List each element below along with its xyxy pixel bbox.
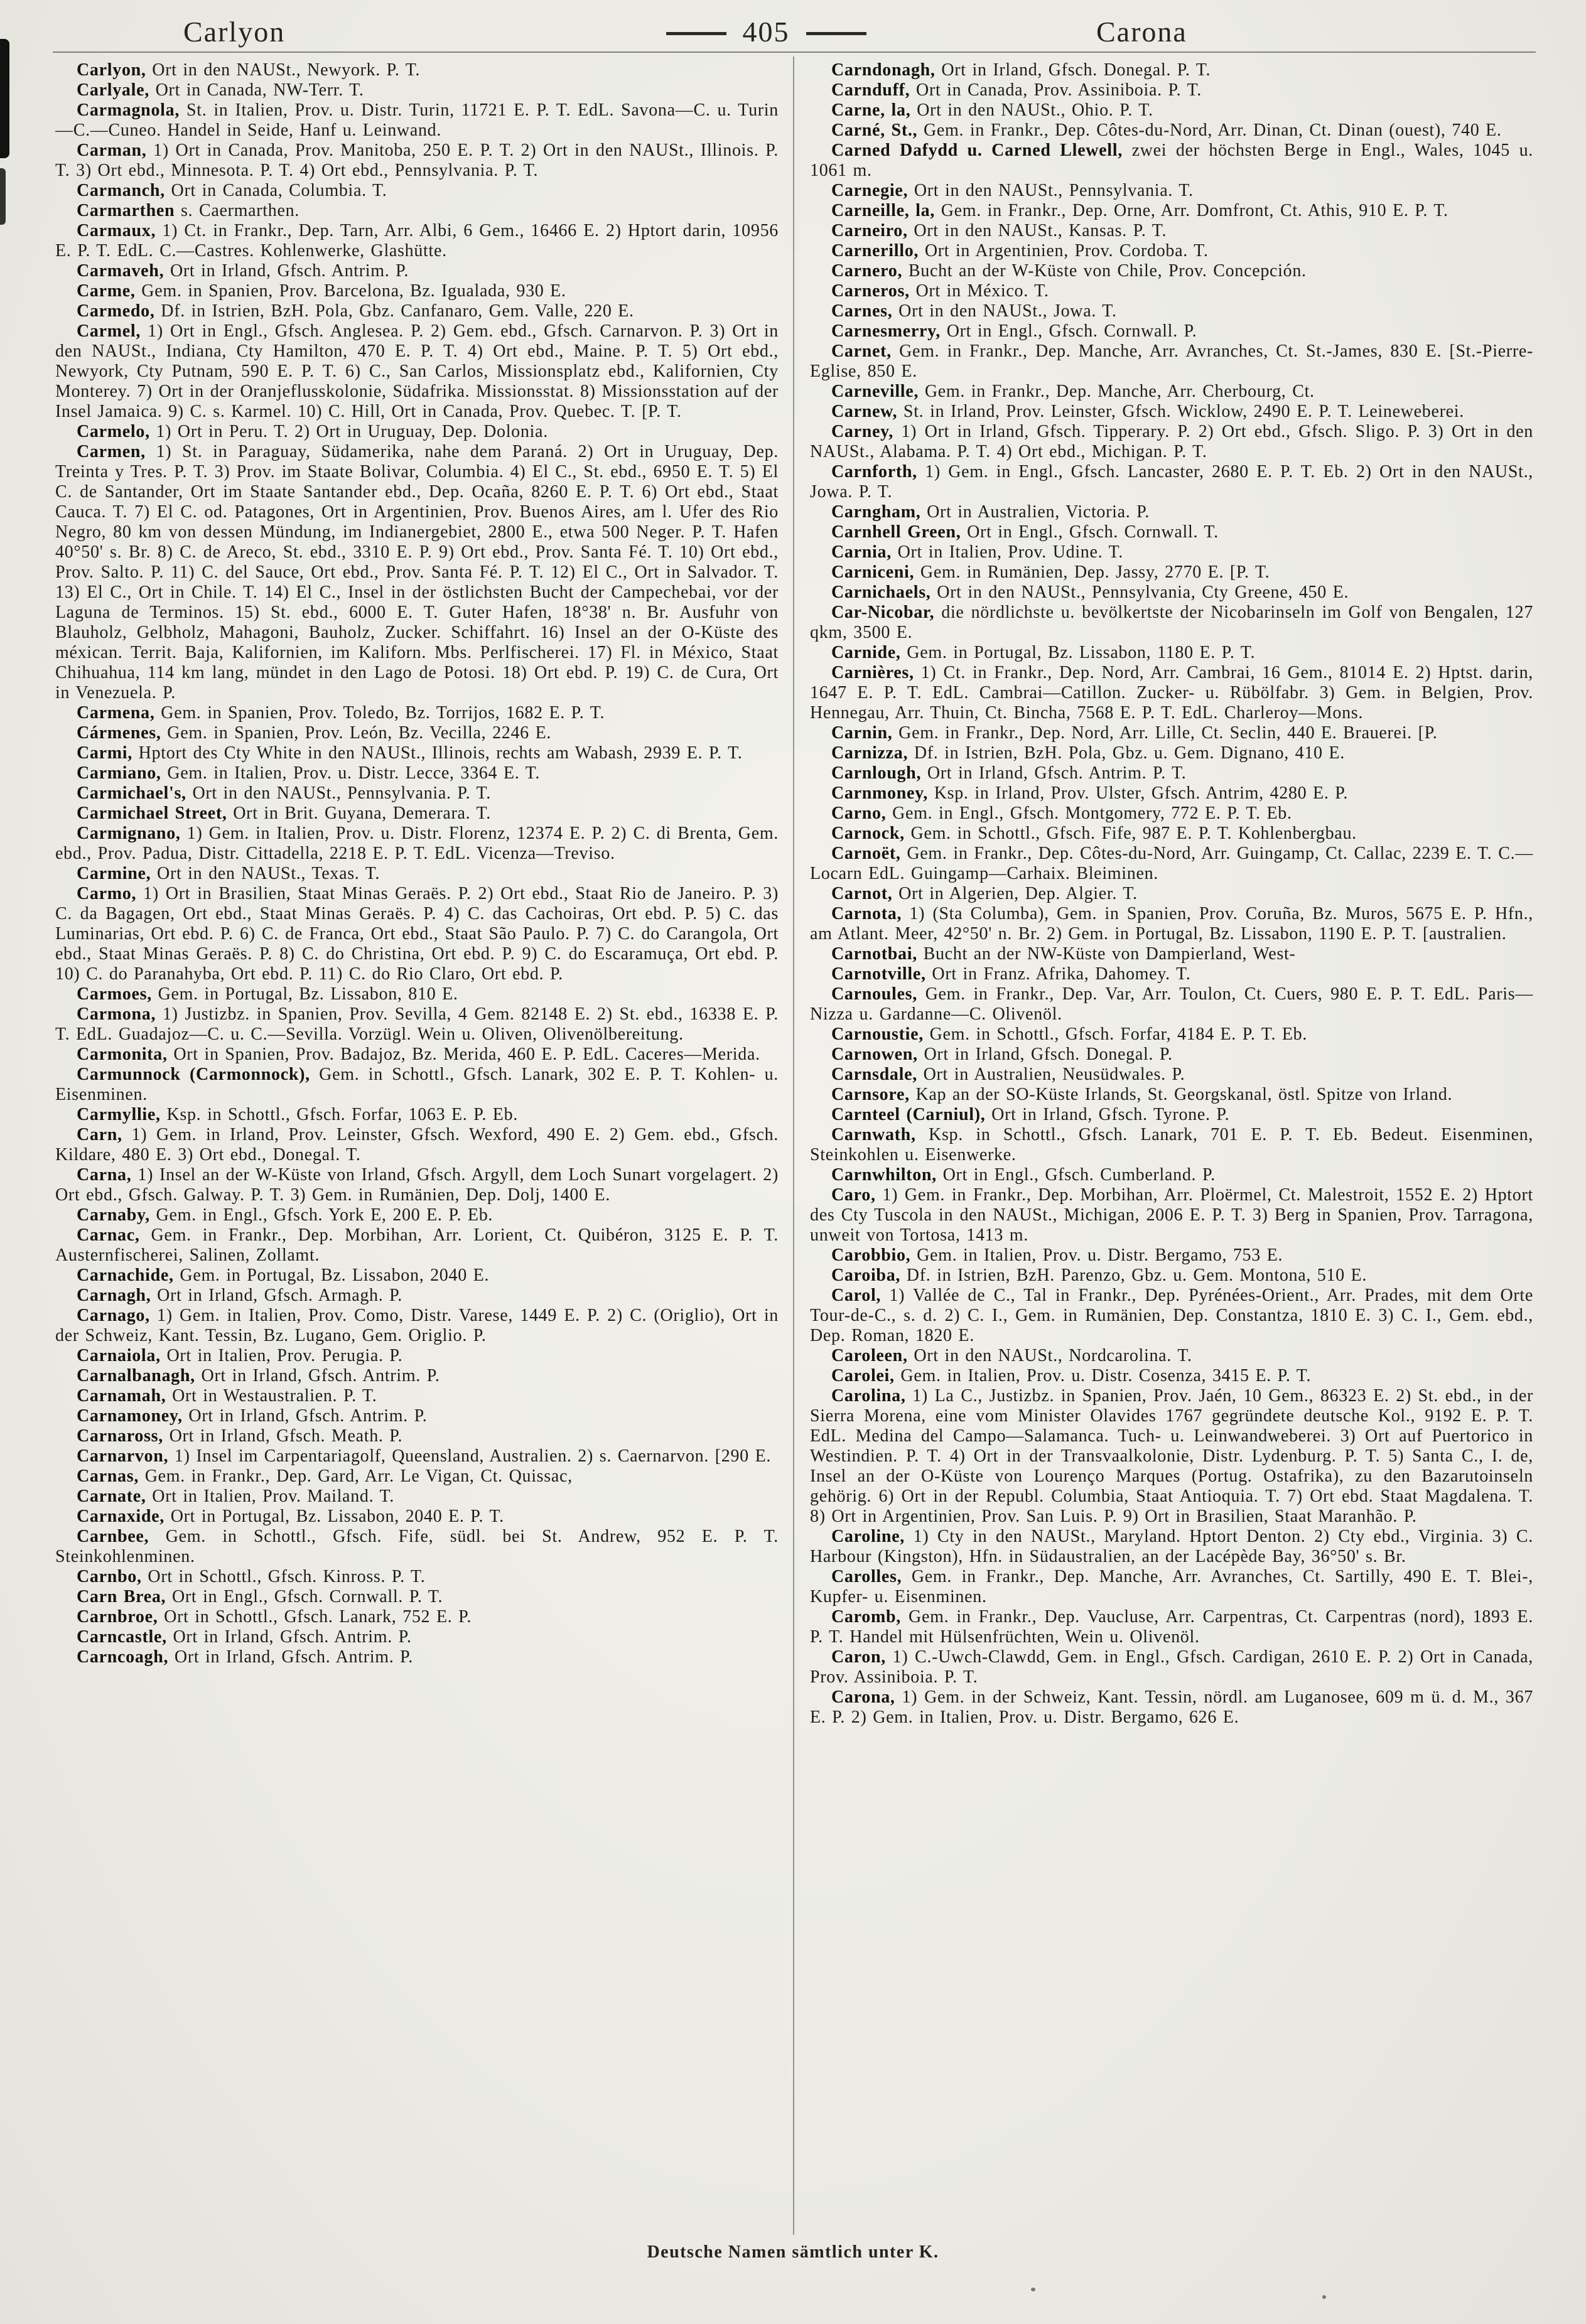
dictionary-entry: Carmanch, Ort in Canada, Columbia. T.: [77, 181, 387, 200]
dictionary-entry: Carnmoney, Ksp. in Irland, Prov. Ulster, Gfsch. Antrim, 4280 E. P.: [831, 783, 1349, 803]
entry-headword: Carnegie,: [831, 181, 909, 200]
entry-headword: Carnbo,: [77, 1567, 142, 1586]
dictionary-entry: Carnwhilton, Ort in Engl., Gfsch. Cumberland. P.: [831, 1165, 1216, 1185]
entry-headword: Carmelo,: [77, 422, 150, 441]
dictionary-entry: Carnotbai, Bucht an der NW-Küste von Dampierland, West-: [831, 944, 1296, 964]
entry-headword: Carneiro,: [831, 221, 908, 240]
dictionary-entry: Carmedo, Df. in Istrien, BzH. Pola, Gbz. Canfanaro, Gem. Valle, 220 E.: [77, 301, 634, 321]
entry-headword: Carnaiola,: [77, 1346, 161, 1365]
entry-headword: Cármenes,: [77, 723, 161, 743]
dictionary-entry: Carncoagh, Ort in Irland, Gfsch. Antrim. P.: [77, 1647, 413, 1667]
entry-headword: Carmonita,: [77, 1045, 168, 1064]
dictionary-entry: Carnock, Gem. in Schottl., Gfsch. Fife, 987 E. P. T. Kohlenbergbau.: [831, 824, 1357, 843]
entry-headword: Carn,: [77, 1125, 122, 1144]
entry-headword: Carnhell Green,: [831, 522, 961, 542]
entry-headword: Carné, St.,: [831, 121, 918, 140]
dictionary-entry: Carmunnock (Carmonnock), Gem. in Schottl., Gfsch. Lanark, 302 E. P. T. Kohlen- u. Eisenminen.: [55, 1065, 779, 1104]
dictionary-entry: Carmaveh, Ort in Irland, Gfsch. Antrim. P.: [77, 261, 409, 281]
entry-headword: Carnizza,: [831, 743, 909, 763]
dictionary-entry: Carnsdale, Ort in Australien, Neusüdwales. P.: [831, 1065, 1185, 1084]
entry-headword: Caromb,: [831, 1607, 901, 1627]
dictionary-entry: Carnduff, Ort in Canada, Prov. Assiniboia. P. T.: [831, 80, 1202, 100]
entry-headword: Carmanch,: [77, 181, 165, 200]
dictionary-entry: Carnoët, Gem. in Frankr., Dep. Côtes-du-Nord, Arr. Guingamp, Ct. Callac, 2239 E. T. C.—Locarn EdL. Guingamp—Carhaix. Bleiminen.: [810, 844, 1533, 883]
dictionary-entry: Carnotville, Ort in Franz. Afrika, Dahomey. T.: [831, 964, 1191, 984]
dictionary-entry: Carmoes, Gem. in Portugal, Bz. Lissabon, 810 E.: [77, 984, 458, 1004]
binding-shadow-artifact: [0, 168, 6, 225]
dictionary-entry: Carné, St., Gem. in Frankr., Dep. Côtes-du-Nord, Arr. Dinan, Ct. Dinan (ouest), 740 E.: [831, 121, 1502, 140]
dictionary-entry: Car-Nicobar, die nördlichste u. bevölkertste der Nicobarinseln im Golf von Bengalen, 127 qkm, 3500 E.: [810, 603, 1533, 642]
dictionary-entry: Carneille, la, Gem. in Frankr., Dep. Orne, Arr. Domfront, Ct. Athis, 910 E. P. T.: [831, 201, 1448, 220]
dash-rule-left: [666, 32, 726, 35]
entry-headword: Carobbio,: [831, 1245, 911, 1265]
entry-headword: Carmen,: [77, 442, 146, 461]
dictionary-entry: Carnerillo, Ort in Argentinien, Prov. Cordoba. T.: [831, 241, 1209, 261]
entry-headword: Carolei,: [831, 1366, 895, 1385]
entry-headword: Carnerillo,: [831, 241, 919, 261]
dictionary-entry: Carnac, Gem. in Frankr., Dep. Morbihan, Arr. Lorient, Ct. Quibéron, 3125 E. P. T. Austernfischerei, Salinen, Zollamt.: [55, 1225, 779, 1265]
dictionary-entry: Carmona, 1) Justizbz. in Spanien, Prov. Sevilla, 4 Gem. 82148 E. 2) St. ebd., 16338 E. P. T. EdL. Guadajoz—C. u. C.—Sevilla. Vorzügl. Wein u. Oliven, Olivenölbereitung.: [55, 1004, 779, 1044]
dictionary-entry: Carmichael's, Ort in den NAUSt., Pennsylvania. P. T.: [77, 783, 491, 803]
dictionary-entry: Caro, 1) Gem. in Frankr., Dep. Morbihan, Arr. Ploërmel, Ct. Malestroit, 1552 E. 2) Hptort des Cty Tuscola in den NAUSt., Michigan, 2006 E. P. T. 3) Berg in Spanien, Prov. Tarragona, unweit von Tortosa, 1413 m.: [810, 1185, 1533, 1245]
entry-headword: Carnotbai,: [831, 944, 917, 964]
entry-headword: Carmena,: [77, 703, 155, 723]
dictionary-entry: Carnachide, Gem. in Portugal, Bz. Lissabon, 2040 E.: [77, 1266, 490, 1285]
dictionary-entry: Carmel, 1) Ort in Engl., Gfsch. Anglesea. P. 2) Gem. ebd., Gfsch. Carnarvon. P. 3) Ort in den NAUSt., Indiana, Cty Hamilton, 470 E. P. T. 4) Ort ebd., Maine. P. T. 5) Ort ebd., Newyork, Cty Putnam, 590 E. P. T. 6) C., San Carlos, Missionsplatz ebd., Kalifornien, Cty Monterey. 7) Ort in der Oranjeflusskolonie, Südafrika. Missionsstat. 8) Missionsstation auf der Insel Jamaica. 9) C. s. Karmel. 10) C. Hill, Ort in Canada, Prov. Quebec. T. [P. T.: [55, 321, 779, 421]
dictionary-entry: Carnizza, Df. in Istrien, BzH. Pola, Gbz. u. Gem. Dignano, 410 E.: [831, 743, 1345, 763]
scan-speck: [1322, 2295, 1326, 2299]
dictionary-entry: Carnhell Green, Ort in Engl., Gfsch. Cornwall. T.: [831, 522, 1219, 542]
entry-headword: Carnwhilton,: [831, 1165, 937, 1185]
entry-headword: Carnotville,: [831, 964, 926, 984]
dictionary-entry: Carna, 1) Insel an der W-Küste von Irland, Gfsch. Argyll, dem Loch Sunart vorgelagert. 2) Ort ebd., Gfsch. Galway. P. T. 3) Gem. in Rumänien, Dep. Dolj, 1400 E.: [55, 1165, 779, 1205]
dictionary-entry: Carnin, Gem. in Frankr., Dep. Nord, Arr. Lille, Ct. Seclin, 440 E. Brauerei. [P.: [831, 723, 1438, 743]
entry-headword: Carnamah,: [77, 1386, 166, 1406]
column-left: [55, 60, 779, 2232]
dictionary-entry: Carmine, Ort in den NAUSt., Texas. T.: [77, 864, 380, 883]
dictionary-entry: Carnowen, Ort in Irland, Gfsch. Donegal. P.: [831, 1045, 1173, 1064]
dictionary-entry: Carnet, Gem. in Frankr., Dep. Manche, Arr. Avranches, Ct. St.-James, 830 E. [St.-Pierre-Eglise, 850 E.: [810, 342, 1533, 381]
entry-headword: Carol,: [831, 1286, 882, 1305]
entry-headword: Carolina,: [831, 1386, 906, 1406]
entry-headword: Carmaux,: [77, 221, 156, 240]
entry-headword: Carnide,: [831, 643, 901, 662]
entry-headword: Carnamoney,: [77, 1406, 183, 1426]
entry-headword: Carmine,: [77, 864, 151, 883]
dictionary-entry: Carnwath, Ksp. in Schottl., Gfsch. Lanark, 701 E. P. T. Eb. Bedeut. Eisenminen, Steinkohlen u. Eisenwerke.: [810, 1125, 1533, 1165]
running-head: [0, 15, 1586, 50]
entry-headword: Carnock,: [831, 824, 905, 843]
dictionary-entry: Carmignano, 1) Gem. in Italien, Prov. u. Distr. Florenz, 12374 E. P. 2) C. di Brenta, Gem. ebd., Prov. Padua, Distr. Cittadella, 2218 E. P. T. EdL. Vicenza—Treviso.: [55, 824, 779, 863]
entry-headword: Carncoagh,: [77, 1647, 169, 1667]
entry-headword: Carnmoney,: [831, 783, 928, 803]
dictionary-entry: Carneros, Ort in México. T.: [831, 281, 1049, 301]
entry-headword: Carnes,: [831, 301, 893, 321]
dictionary-entry: Carn, 1) Gem. in Irland, Prov. Leinster, Gfsch. Wexford, 490 E. 2) Gem. ebd., Gfsch. Kildare, 480 E. 3) Ort ebd., Donegal. T.: [55, 1125, 779, 1165]
entry-headword: Carnduff,: [831, 80, 910, 100]
entry-headword: Carneville,: [831, 382, 919, 401]
dictionary-entry: Carmelo, 1) Ort in Peru. T. 2) Ort in Uruguay, Dep. Dolonia.: [77, 422, 548, 441]
dictionary-entry: Carnlough, Ort in Irland, Gfsch. Antrim. P. T.: [831, 763, 1187, 783]
entry-headword: Carmyllie,: [77, 1105, 161, 1124]
dictionary-entry: Carman, 1) Ort in Canada, Prov. Manitoba, 250 E. P. T. 2) Ort in den NAUSt., Illinois. P. T. 3) Ort ebd., Minnesota. P. T. 4) Ort ebd., Pennsylvania. P. T.: [55, 141, 779, 180]
dictionary-entry: Carnes, Ort in den NAUSt., Jowa. T.: [831, 301, 1117, 321]
entry-headword: Carnalbanagh,: [77, 1366, 195, 1385]
footer-note: Deutsche Namen sämtlich unter K.: [647, 2242, 939, 2262]
entry-headword: Carnas,: [77, 1466, 139, 1486]
dictionary-entry: Carnsore, Kap an der SO-Küste Irlands, St. Georgskanal, östl. Spitze von Irland.: [831, 1085, 1453, 1104]
entry-headword: Carme,: [77, 281, 136, 301]
entry-headword: Carnowen,: [831, 1045, 918, 1064]
entry-headword: Carnaross,: [77, 1426, 163, 1446]
dictionary-entry: Carmaux, 1) Ct. in Frankr., Dep. Tarn, Arr. Albi, 6 Gem., 16466 E. 2) Hptort darin, 10956 E. P. T. EdL. C.—Castres. Kohlenwerke, Glashütte.: [55, 221, 779, 261]
column-divider: [793, 56, 794, 2235]
entry-headword: Carnarvon,: [77, 1446, 169, 1466]
dictionary-entry: Carnia, Ort in Italien, Prov. Udine. T.: [831, 542, 1123, 562]
dictionary-entry: Carnero, Bucht an der W-Küste von Chile, Prov. Concepción.: [831, 261, 1307, 281]
dictionary-entry: Carona, 1) Gem. in der Schweiz, Kant. Tessin, nördl. am Luganosee, 609 m ü. d. M., 367 E. P. 2) Gem. in Italien, Prov. u. Distr. Bergamo, 626 E.: [810, 1687, 1533, 1727]
dictionary-entry: Carndonagh, Ort in Irland, Gfsch. Donegal. P. T.: [831, 60, 1211, 80]
entry-headword: Carnières,: [831, 663, 914, 682]
running-head-center: [647, 15, 885, 48]
entry-headword: Carmo,: [77, 884, 137, 903]
dictionary-entry: Carlyale, Ort in Canada, NW-Terr. T.: [77, 80, 364, 100]
dictionary-entry: Carnaxide, Ort in Portugal, Bz. Lissabon, 2040 E. P. T.: [77, 1507, 504, 1526]
dictionary-entry: Caroiba, Df. in Istrien, BzH. Parenzo, Gbz. u. Gem. Montona, 510 E.: [831, 1266, 1368, 1285]
dictionary-entry: Carolei, Gem. in Italien, Prov. u. Distr. Cosenza, 3415 E. P. T.: [831, 1366, 1312, 1385]
dictionary-entry: Carmiano, Gem. in Italien, Prov. u. Distr. Lecce, 3364 E. T.: [77, 763, 541, 783]
entry-headword: Carnoustie,: [831, 1025, 924, 1044]
entry-headword: Carne, la,: [831, 100, 911, 120]
dictionary-entry: Carnbroe, Ort in Schottl., Gfsch. Lanark, 752 E. P.: [77, 1607, 472, 1627]
entry-headword: Carndonagh,: [831, 60, 936, 80]
entry-headword: Carnichaels,: [831, 583, 931, 602]
entry-headword: Carmichael's,: [77, 783, 186, 803]
entry-headword: Carnaxide,: [77, 1507, 165, 1526]
dictionary-entry: Carnalbanagh, Ort in Irland, Gfsch. Antrim. P.: [77, 1366, 440, 1385]
entry-headword: Carmignano,: [77, 824, 181, 843]
dictionary-entry: Carneiro, Ort in den NAUSt., Kansas. P. T.: [831, 221, 1167, 240]
entry-headword: Carnbee,: [77, 1527, 149, 1546]
dictionary-entry: Carnaby, Gem. in Engl., Gfsch. York E, 200 E. P. Eb.: [77, 1205, 494, 1225]
binding-shadow-artifact: [0, 39, 9, 158]
entry-headword: Carno,: [831, 804, 887, 823]
entry-headword: Carmedo,: [77, 301, 155, 321]
dictionary-entry: Carne, la, Ort in den NAUSt., Ohio. P. T.: [831, 100, 1153, 120]
dictionary-entry: Carnide, Gem. in Portugal, Bz. Lissabon, 1180 E. P. T.: [831, 643, 1256, 662]
entry-headword: Caroline,: [831, 1527, 905, 1546]
entry-headword: Carncastle,: [77, 1627, 167, 1647]
entry-headword: Carnin,: [831, 723, 893, 743]
dictionary-entry: Carnota, 1) (Sta Columba), Gem. in Spanien, Prov. Coruña, Bz. Muros, 5675 E. P. Hfn., am Atlant. Meer, 42°50' n. Br. 2) Gem. in Portugal, Bz. Lissabon, 1190 E. P. T. [australien.: [810, 904, 1533, 944]
column-right: [810, 60, 1533, 2232]
entry-headword: Carmarthen: [77, 201, 175, 220]
entry-headword: Carna,: [77, 1165, 132, 1185]
entry-headword: Carona,: [831, 1687, 895, 1707]
entry-headword: Carney,: [831, 422, 894, 441]
dictionary-entry: Carnagh, Ort in Irland, Gfsch. Armagh. P.: [77, 1286, 403, 1305]
entry-headword: Carneros,: [831, 281, 910, 301]
dictionary-entry: Carlyon, Ort in den NAUSt., Newyork. P. T.: [77, 60, 421, 80]
dictionary-entry: Carmo, 1) Ort in Brasilien, Staat Minas Geraës. P. 2) Ort ebd., Staat Rio de Janeiro. P. 3) C. da Bagagen, Ort ebd., Staat Minas Geraës. P. 4) C. das Cachoiras, Ort ebd. P. 5) C. das Luminarias, Ort ebd. P. 6) C. de Franca, Ort ebd., Staat São Paulo. P. 7) C. do Carangola, Ort ebd., Staat Minas Geraës. P. 8) C. do Christina, Ort ebd. P. 9) C. do Escaramuça, Ort ebd. P. 10) C. do Paranahyba, Ort ebd. P. 11) C. do Rio Claro, Ort ebd. P.: [55, 884, 779, 984]
running-head-left-headword: Carlyon: [183, 16, 286, 48]
entry-headword: Carnlough,: [831, 763, 922, 783]
entry-headword: Carnoules,: [831, 984, 917, 1004]
dictionary-entry: Carn Brea, Ort in Engl., Gfsch. Cornwall. P. T.: [77, 1587, 443, 1606]
entry-headword: Carlyon,: [77, 60, 146, 80]
header-rule: [53, 51, 1536, 53]
dictionary-entry: Carnamoney, Ort in Irland, Gfsch. Antrim. P.: [77, 1406, 428, 1426]
entry-headword: Caroleen,: [831, 1346, 908, 1365]
entry-headword: Carmunnock (Carmonnock),: [77, 1065, 310, 1084]
entry-headword: Carmel,: [77, 321, 141, 341]
entry-headword: Carmi,: [77, 743, 132, 763]
dictionary-entry: Carmagnola, St. in Italien, Prov. u. Distr. Turin, 11721 E. P. T. EdL. Savona—C. u. Turin—C.—Cuneo. Handel in Seide, Hanf u. Leinwand.: [55, 100, 779, 140]
entry-headword: Carmaveh,: [77, 261, 165, 281]
entry-headword: Carnate,: [77, 1487, 146, 1506]
dictionary-entry: Carnforth, 1) Gem. in Engl., Gfsch. Lancaster, 2680 E. P. T. Eb. 2) Ort in den NAUSt., Jowa. P. T.: [810, 462, 1533, 502]
entry-headword: Carnago,: [77, 1306, 150, 1325]
entry-headword: Carnoët,: [831, 844, 901, 863]
dictionary-entry: Carneville, Gem. in Frankr., Dep. Manche, Arr. Cherbourg, Ct.: [831, 382, 1315, 401]
dictionary-entry: Carmichael Street, Ort in Brit. Guyana, Demerara. T.: [77, 804, 491, 823]
entry-headword: Carnia,: [831, 542, 892, 562]
entry-headword: Carnero,: [831, 261, 903, 281]
dictionary-entry: Carnteel (Carniul), Ort in Irland, Gfsch. Tyrone. P.: [831, 1105, 1230, 1124]
dictionary-entry: Carnbo, Ort in Schottl., Gfsch. Kinross. P. T.: [77, 1567, 426, 1586]
dictionary-entry: Carnières, 1) Ct. in Frankr., Dep. Nord, Arr. Cambrai, 16 Gem., 81014 E. 2) Hptst. darin, 1647 E. P. T. EdL. Cambrai—Catillon. Zucker- u. Rübölfabr. 3) Gem. in Belgien, Prov. Hennegau, Arr. Thuin, Ct. Bincha, 7568 E. P. T. EdL. Charleroy—Mons.: [810, 663, 1533, 723]
dictionary-entry: Carncastle, Ort in Irland, Gfsch. Antrim. P.: [77, 1627, 412, 1647]
entry-headword: Carnot,: [831, 884, 893, 903]
dictionary-entry: Carol, 1) Vallée de C., Tal in Frankr., Dep. Pyrénées-Orient., Arr. Prades, mit dem Orte Tour-de-C., s. d. 2) C. I., Gem. in Rumänien, Dep. Constantza, 1810 E. 3) C. I., Gem. ebd., Dep. Roman, 1820 E.: [810, 1286, 1533, 1345]
dictionary-entry: Carmyllie, Ksp. in Schottl., Gfsch. Forfar, 1063 E. P. Eb.: [77, 1105, 518, 1124]
dictionary-entry: Cármenes, Gem. in Spanien, Prov. León, Bz. Vecilla, 2246 E.: [77, 723, 552, 743]
dictionary-entry: Carnaiola, Ort in Italien, Prov. Perugia. P.: [77, 1346, 403, 1365]
entry-headword: Carnota,: [831, 904, 902, 923]
dictionary-entry: Carnegie, Ort in den NAUSt., Pennsylvania. T.: [831, 181, 1194, 200]
dictionary-entry: Carnas, Gem. in Frankr., Dep. Gard, Arr. Le Vigan, Ct. Quissac,: [77, 1466, 573, 1486]
entry-headword: Carmagnola,: [77, 100, 180, 120]
entry-headword: Carmichael Street,: [77, 804, 227, 823]
running-head-right-headword: Carona: [1096, 16, 1187, 48]
entry-headword: Carnforth,: [831, 462, 917, 481]
entry-headword: Carneille, la,: [831, 201, 935, 220]
dictionary-entry: Carnago, 1) Gem. in Italien, Prov. Como, Distr. Varese, 1449 E. P. 2) C. (Origlio), Ort in der Schweiz, Kant. Tessin, Bz. Lugano, Gem. Origlio. P.: [55, 1306, 779, 1345]
dictionary-entry: Carobbio, Gem. in Italien, Prov. u. Distr. Bergamo, 753 E.: [831, 1245, 1283, 1265]
entry-headword: Carmoes,: [77, 984, 152, 1004]
entry-headword: Carnac,: [77, 1225, 140, 1245]
dictionary-entry: Carmen, 1) St. in Paraguay, Südamerika, nahe dem Paraná. 2) Ort in Uruguay, Dep. Treinta y Tres. P. T. 3) Prov. im Staate Bolivar, Columbia. 4) El C., St. ebd., 6950 E. T. 5) El C. de Santander, Ort im Staate Santander ebd., Dep. Ocaña, 8260 E. P. T. 6) Ort ebd., Staat Cauca. T. 7) El C. od. Patagones, Ort in Argentinien, Prov. Buenos Aires, am l. Ufer des Rio Negro, 80 km von dessen Mündung, im Indianergebiet, 2800 E., etwa 500 Neger. P. T. Hafen 40°50' s. Br. 8) C. de Areco, St. ebd., 3310 E. P. 9) Ort ebd., Prov. Santa Fé. T. 10) Ort ebd., Prov. Salto. P. 11) C. del Sauce, Ort ebd., Prov. Santa Fé. P. T. 12) El C., Ort in Salvador. T. 13) El C., Ort in Chile. T. 14) El C., Insel in der östlichsten Bucht der Campechebai, vor der Laguna de Terminos. 15) St. ebd., 6000 E. T. Guter Hafen, 18°38' n. Br. Ausfuhr von Blauholz, Gelbholz, Mahagoni, Bauholz, Zucker. Schiffahrt. 16) Insel an der O-Küste des méxican. Territ. Baja, Kalifornien, im Kaliforn. Mbs. Perlfischerei. 17) Fl. in México, Staat Chihuahua, 114 km lang, mündet in den Lago de Potosi. 18) Ort ebd. P. 19) C. de Cura, Ort in Venezuela. P.: [55, 442, 779, 702]
entry-headword: Carnsdale,: [831, 1065, 917, 1084]
dictionary-entry: Caron, 1) C.-Uwch-Clawdd, Gem. in Engl., Gfsch. Cardigan, 2610 E. P. 2) Ort in Canada, Prov. Assiniboia. P. T.: [810, 1647, 1533, 1687]
entry-headword: Carmiano,: [77, 763, 161, 783]
dictionary-entry: Carmonita, Ort in Spanien, Prov. Badajoz, Bz. Merida, 460 E. P. EdL. Caceres—Merida.: [77, 1045, 760, 1064]
entry-headword: Carmona,: [77, 1004, 156, 1024]
dictionary-entry: Carme, Gem. in Spanien, Prov. Barcelona, Bz. Igualada, 930 E.: [77, 281, 566, 301]
entry-headword: Carnet,: [831, 342, 892, 361]
dictionary-entry: Caroleen, Ort in den NAUSt., Nordcarolina. T.: [831, 1346, 1192, 1365]
dictionary-entry: Caromb, Gem. in Frankr., Dep. Vaucluse, Arr. Carpentras, Ct. Carpentras (nord), 1893 E. P. T. Handel mit Hülsenfrüchten, Wein u. Olivenöl.: [810, 1607, 1533, 1647]
dictionary-entry: Carngham, Ort in Australien, Victoria. P.: [831, 502, 1150, 522]
dictionary-entry: Carnot, Ort in Algerien, Dep. Algier. T.: [831, 884, 1138, 903]
entry-headword: Carnachide,: [77, 1266, 174, 1285]
dictionary-entry: Carno, Gem. in Engl., Gfsch. Montgomery, 772 E. P. T. Eb.: [831, 804, 1292, 823]
dictionary-entry: Carnesmerry, Ort in Engl., Gfsch. Cornwall. P.: [831, 321, 1197, 341]
entry-headword: Carolles,: [831, 1567, 902, 1586]
dictionary-entry: Carnichaels, Ort in den NAUSt., Pennsylvania, Cty Greene, 450 E.: [831, 583, 1349, 602]
dictionary-entry: Carolles, Gem. in Frankr., Dep. Manche, Arr. Avranches, Ct. Sartilly, 490 E. T. Blei-, Kupfer- u. Eisenminen.: [810, 1567, 1533, 1606]
dictionary-entry: Carmena, Gem. in Spanien, Prov. Toledo, Bz. Torrijos, 1682 E. P. T.: [77, 703, 605, 723]
entry-headword: Carniceni,: [831, 562, 915, 582]
dictionary-entry: Carnamah, Ort in Westaustralien. P. T.: [77, 1386, 377, 1406]
entry-headword: Carnesmerry,: [831, 321, 941, 341]
entry-headword: Carnsore,: [831, 1085, 910, 1104]
dictionary-entry: Carnoules, Gem. in Frankr., Dep. Var, Arr. Toulon, Ct. Cuers, 980 E. P. T. EdL. Paris—Nizza u. Gardanne—C. Olivenöl.: [810, 984, 1533, 1024]
dictionary-entry: Carnarvon, 1) Insel im Carpentariagolf, Queensland, Australien. 2) s. Caernarvon. [290 E.: [77, 1446, 772, 1466]
entry-headword: Carnteel (Carniul),: [831, 1105, 986, 1124]
dictionary-entry: Carnate, Ort in Italien, Prov. Mailand. T.: [77, 1487, 394, 1506]
dictionary-entry: Carmarthen s. Caermarthen.: [77, 201, 299, 220]
entry-headword: Carman,: [77, 141, 147, 160]
dash-rule-right: [806, 32, 866, 35]
entry-headword: Carn Brea,: [77, 1587, 166, 1606]
dictionary-entry: Carnew, St. in Irland, Prov. Leinster, Gfsch. Wicklow, 2490 E. P. T. Leineweberei.: [831, 402, 1464, 421]
entry-headword: Carlyale,: [77, 80, 149, 100]
entry-headword: Carnwath,: [831, 1125, 916, 1144]
entry-headword: Carnbroe,: [77, 1607, 158, 1627]
entry-headword: Carnagh,: [77, 1286, 151, 1305]
dictionary-entry: Carned Dafydd u. Carned Llewell, zwei der höchsten Berge in Engl., Wales, 1045 u. 1061 m.: [810, 141, 1533, 180]
entry-headword: Caro,: [831, 1185, 876, 1205]
entry-headword: Caron,: [831, 1647, 886, 1667]
dictionary-entry: Carnbee, Gem. in Schottl., Gfsch. Fife, südl. bei St. Andrew, 952 E. P. T. Steinkohlenminen.: [55, 1527, 779, 1566]
dictionary-entry: Carolina, 1) La C., Justizbz. in Spanien, Prov. Jaén, 10 Gem., 86323 E. 2) St. ebd., in der Sierra Morena, eine vom Minister Olavides 1767 gegründete deutsche Kol., 9192 E. P. T. EdL. Medina del Campo—Salamanca. Tuch- u. Leinwandweberei. 3) Ort auf Puertorico in Westindien. P. T. 4) Ort in der Transvaalkolonie, Distr. Lydenburg. P. T. 5) Santa C., I. de, Insel an der O-Küste von Lourenço Marques (Portug. Ostafrika), zu den Bazarutoinseln gehörig. 6) Ort in der Republ. Columbia, Staat Antioquia. T. 7) Ort ebd. Staat Magdalena. T. 8) Ort in Argentinien, Prov. San Luis. P. 9) Ort in Brasilien, Staat Maranhão. P.: [810, 1386, 1533, 1526]
dictionary-entry: Carnaross, Ort in Irland, Gfsch. Meath. P.: [77, 1426, 403, 1446]
entry-headword: Carnaby,: [77, 1205, 150, 1225]
dictionary-entry: Carney, 1) Ort in Irland, Gfsch. Tipperary. P. 2) Ort ebd., Gfsch. Sligo. P. 3) Ort in den NAUSt., Alabama. P. T. 4) Ort ebd., Michigan. P. T.: [810, 422, 1533, 461]
page-number: 405: [742, 16, 790, 48]
dictionary-entry: Caroline, 1) Cty in den NAUSt., Maryland. Hptort Denton. 2) Cty ebd., Virginia. 3) C. Harbour (Kingston), Hfn. in Südaustralien, an der Lacépède Bay, 36°50' s. Br.: [810, 1527, 1533, 1566]
dictionary-entry: Carnoustie, Gem. in Schottl., Gfsch. Forfar, 4184 E. P. T. Eb.: [831, 1025, 1308, 1044]
entry-headword: Carned Dafydd u. Carned Llewell,: [831, 141, 1123, 160]
entry-headword: Carnew,: [831, 402, 898, 421]
entry-headword: Car-Nicobar,: [831, 603, 935, 622]
scan-speck: [1031, 2288, 1035, 2291]
entry-headword: Carngham,: [831, 502, 921, 522]
dictionary-entry: Carniceni, Gem. in Rumänien, Dep. Jassy, 2770 E. [P. T.: [831, 562, 1270, 582]
dictionary-entry: Carmi, Hptort des Cty White in den NAUSt., Illinois, rechts am Wabash, 2939 E. P. T.: [77, 743, 743, 763]
entry-headword: Caroiba,: [831, 1266, 901, 1285]
